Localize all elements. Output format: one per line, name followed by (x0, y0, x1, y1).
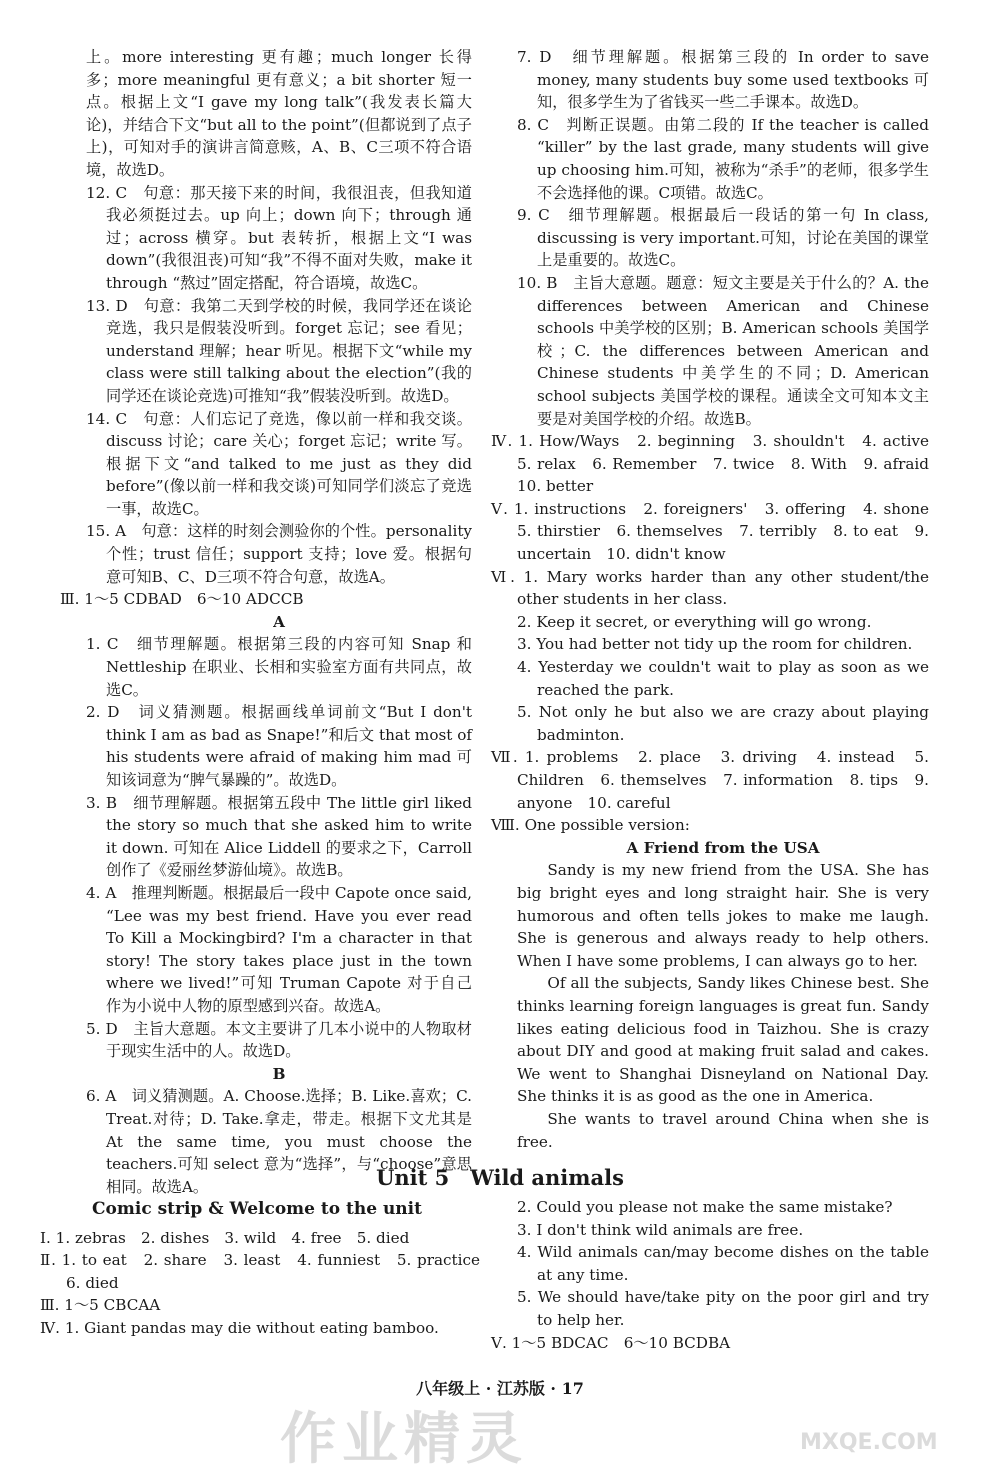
site-logo: MXQE.COM (800, 1430, 938, 1455)
section-answers: Ⅵ. 1. Mary works harder than any other student/the other students in her class. (491, 567, 929, 609)
answer-item: 5. Not only he but also we are crazy about playing badminton. (517, 703, 929, 744)
answer-item: 3. I don't think wild animals are free. (517, 1220, 804, 1239)
passage-label: A (273, 612, 285, 631)
section-answers: Ⅶ. 1. problems 2. place 3. driving 4. instead 5. Children 6. themselves 7. information 8. tips 9. anyone 10. careful (491, 748, 929, 812)
right-column (491, 46, 945, 1153)
answer-item: 2. Could you please not make the same mistake? (517, 1198, 893, 1216)
essay-paragraph: She wants to travel around China when she is free. (517, 1109, 929, 1151)
passage-label: B (272, 1064, 286, 1083)
section-answers: Ⅱ. 1. to eat 2. share 3. least 4. funniest 5. practice 6. died (40, 1251, 496, 1292)
section-answers: Ⅰ. 1. zebras 2. dishes 3. wild 4. free 5. died (40, 1228, 410, 1247)
section-answers: Ⅴ. 1. instructions 2. foreigners' 3. offering 4. shone 5. thirstier 6. themselves 7. terribly 8. to eat 9. uncertain 10. didn't know (491, 499, 945, 564)
section-answers: Ⅳ. 1. How/Ways 2. beginning 3. shouldn't 4. active 5. relax 6. Remember 7. twice 8. With 9. afraid 10. better (491, 432, 945, 496)
answer-item: 14. C 句意：人们忘记了竞选，像以前一样和我交谈。discuss 讨论；care 关心；forget 忘记；write 写。根据下文“and talked to me just as they did before”(像以前一样和我交谈)可知同学们淡忘了竞选一事，故选C。 (86, 409, 472, 518)
answer-item: 15. A 句意：这样的时刻会测验你的个性。personality 个性；trust 信任；support 支持；love 爱。根据句意可知B、C、D三项不符合句意，故选A。 (86, 522, 472, 586)
watermark: 作业精灵 (280, 1407, 528, 1472)
answer-item: 4. Yesterday we couldn't wait to play as soon as we reached the park. (517, 658, 929, 699)
answer-item: 6. A 词义猜测题。A. Choose.选择；B. Like.喜欢；C. Treat.对待；D. Take.拿走，带走。根据下文尤其是 At the same time, you must choose the teachers.可知 select 意为“选择”，与“choose”意思相同。故选A。 (86, 1087, 472, 1196)
answer-item: 9. C 细节理解题。根据最后一段话的第一句 In class, discussing is very important.可知，讨论在美国的课堂上是重要的。故选C。 (517, 206, 929, 270)
answer-item: 13. D 句意：我第二天到学校的时候，我同学还在谈论竞选，我只是假装没听到。forget 忘记；see 看见；understand 理解；hear 听见。根据下文“while my class were still talking about the election”(我的同学还在谈论竞选)可推知“我”假装没听到。故选D。 (86, 296, 472, 405)
section-answers: Ⅲ. 1～5 CDBAD 6～10 ADCCB (60, 590, 304, 609)
essay-paragraph: Of all the subjects, Sandy likes Chinese best. She thinks learning foreign languages is great fun. Sandy likes eating delicious food in Taizhou. She is crazy about DIY and good at making fruit salad and cakes. We went to Shanghai Disneyland on National Day. She thinks it is as good as the one in America. (517, 974, 929, 1106)
answer-item: 2. Keep it secret, or everything will go wrong. (517, 612, 872, 631)
page-footer: 八年级上 · 江苏版 · 17 (416, 1379, 584, 1398)
answer-item: 5. We should have/take pity on the poor girl and try to help her. (517, 1288, 929, 1329)
answer-item: 1. C 细节理解题。根据第三段的内容可知 Snap 和 Nettleship 在职业、长相和实验室方面有共同点，故选C。 (86, 635, 472, 699)
essay-paragraph: Sandy is my new friend from the USA. She has big bright eyes and long straight hair. She is very humorous and often tells jokes to make me laugh. She is generous and always ready to help others. When I have some problems, I can always go to her. (517, 861, 929, 970)
answer-item: 2. D 词义猜测题。根据画线单词前文“But I don't think I am as bad as Snape!”和后文 that most of his students were afraid of making him mad 可知该词意为“脾气暴躁的”。故选D。 (86, 703, 472, 789)
bottom-right-column (491, 1196, 929, 1354)
left-column (60, 46, 472, 1198)
answer-item: 3. You had better not tidy up the room for children. (517, 635, 913, 654)
section-heading: Ⅷ. One possible version: (491, 816, 690, 835)
answer-item: 10. B 主旨大意题。题意：短文主要是关于什么的？A. the differences between American and Chinese schools 中美学校的区别；B. American schools 美国学校；C. the differences between American and Chinese students 中美学生的不同；D. American school subjects 美国学校的课程。通读全文可知本文主要是对美国学校的介绍。故选B。 (517, 273, 929, 428)
section-answers: Ⅳ. 1. Giant pandas may die without eating bamboo. (40, 1318, 439, 1337)
answer-item: 8. C 判断正误题。由第二段的 If the teacher is called “killer” by the last grade, many students will give up choosing him.可知，被称为“杀手”的老师，很多学生不会选择他的课。C项错。故选C。 (517, 115, 929, 202)
answer-item: 5. D 主旨大意题。本文主要讲了几本小说中的人物取材于现实生活中的人。故选D。 (86, 1019, 472, 1061)
essay-title: A Friend from the USA (626, 838, 820, 857)
answer-item: 4. A 推理判断题。根据最后一段中 Capote once said, “Lee was my best friend. Have you ever read To Kill a Mockingbird? I'm a character in that story! The story takes place just in the town where we lived!”可知 Truman Capote 对于自己作为小说中人物的原型感到兴奋。故选A。 (86, 883, 472, 1015)
paragraph: 上。more interesting 更有趣；much longer 长得多；more meaningful 更有意义；a bit shorter 短一点。根据上文“I gave my long talk”(我发表长篇大论)，并结合下文“but all to the point”(但都说到了点子上)，可知对手的演讲言简意赅，A、B、C三项不符合语境，故选D。 (86, 48, 472, 179)
answer-item: 3. B 细节理解题。根据第五段中 The little girl liked the story so much that she asked him to write it down. 可知在 Alice Liddell 的要求之下，Carroll 创作了《爱丽丝梦游仙境》。故选B。 (86, 793, 472, 880)
answer-item: 7. D 细节理解题。根据第三段的 In order to save money, many students buy some used textbooks 可知，很多学生为了省钱买一些二手课本。故选D。 (517, 48, 929, 112)
answer-item: 12. C 句意：那天接下来的时间，我很沮丧，但我知道我必须挺过去。up 向上；down 向下；through 通过；across 横穿。but 表转折，根据上文“I was down”(我很沮丧)可知“我”不得不面对失败，make it through “熬过”固定搭配，符合语境，故选C。 (86, 183, 472, 292)
bottom-left-column (40, 1196, 496, 1340)
answer-item: 4. Wild animals can/may become dishes on the table at any time. (517, 1243, 929, 1284)
section-answers: Ⅲ. 1～5 CBCAA (40, 1296, 161, 1315)
section-title: Comic strip & Welcome to the unit (92, 1199, 422, 1219)
unit-title: Unit 5 Wild animals (376, 1165, 624, 1190)
section-answers: Ⅴ. 1～5 BDCAC 6～10 BCDBA (491, 1333, 731, 1352)
